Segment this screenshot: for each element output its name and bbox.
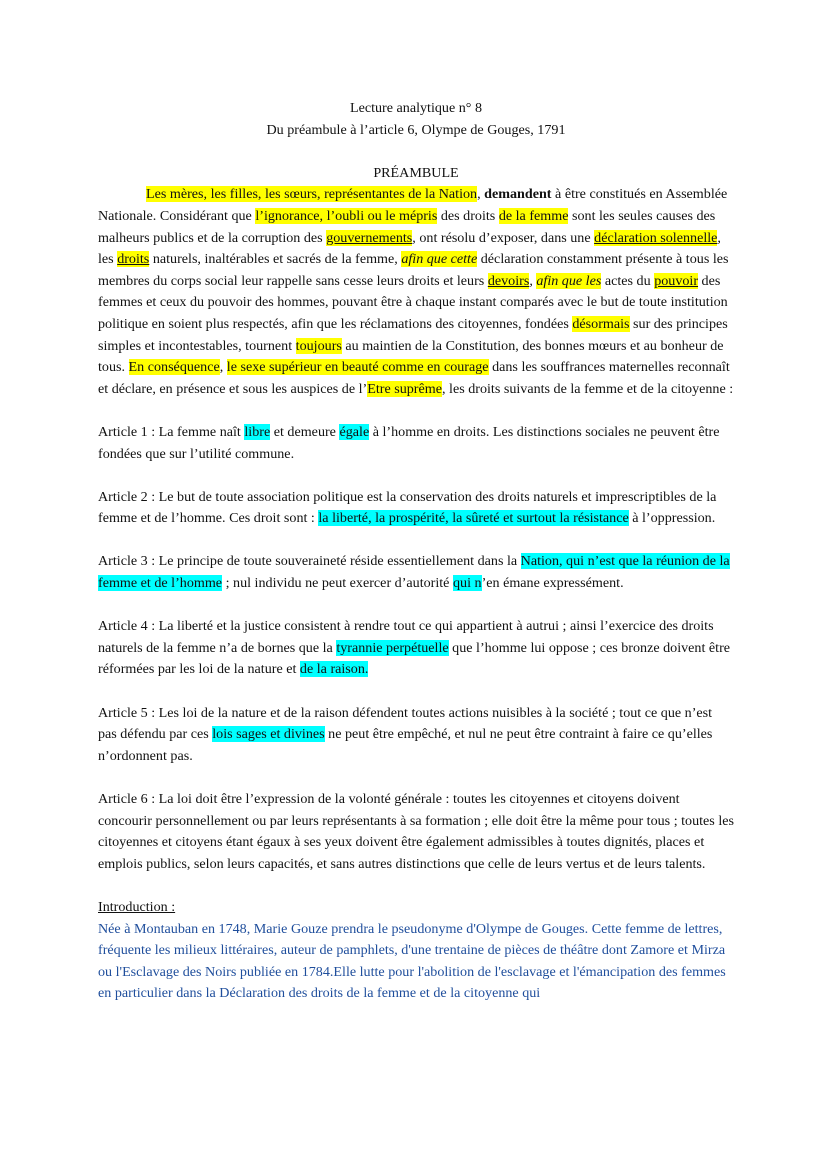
highlighted-text: l’ignorance, l’oubli ou le mépris bbox=[255, 207, 438, 224]
article-1-paragraph bbox=[98, 422, 734, 465]
text-segment: , les bbox=[98, 229, 721, 268]
article-4-paragraph bbox=[98, 616, 734, 681]
highlighted-text: toujours bbox=[295, 337, 342, 354]
text-segment: demandent bbox=[484, 186, 552, 203]
text-segment: déclaration constamment présente à tous les membres du corps social leur rappelle sans cesse leurs droits et leurs bbox=[98, 251, 729, 289]
document-title: Lecture analytique n° 8 bbox=[349, 100, 483, 116]
article-6-paragraph bbox=[98, 789, 734, 875]
highlighted-text: libre bbox=[244, 423, 271, 440]
highlighted-text: égale bbox=[339, 423, 370, 440]
text-segment: ; nul individu ne peut exercer d’autorité bbox=[222, 575, 453, 592]
highlighted-text: la liberté, la prospérité, la sûreté et surtout la résistance bbox=[318, 510, 629, 527]
highlighted-text: de la femme bbox=[498, 207, 569, 224]
highlighted-text: pouvoir bbox=[654, 272, 699, 289]
text-segment: et demeure bbox=[270, 423, 340, 440]
introduction-heading: Introduction : bbox=[98, 898, 176, 915]
highlighted-text: droits bbox=[117, 251, 150, 268]
article-5-paragraph bbox=[98, 703, 734, 768]
highlighted-text: de la raison. bbox=[299, 661, 369, 678]
text-segment: actes du bbox=[601, 272, 655, 289]
highlighted-text: afin que cette bbox=[401, 251, 478, 268]
text-segment: sur des principes simples et incontestables, tournent bbox=[98, 315, 728, 354]
highlighted-text: lois sages et divines bbox=[212, 726, 325, 743]
highlighted-text: En conséquence bbox=[128, 359, 220, 376]
highlighted-text: Nation, qui n’est que la réunion de la femme et de l’homme bbox=[98, 553, 730, 592]
text-segment: Article 5 : Les loi de la nature et de la raison défendent toutes actions nuisibles à la société ; tout ce que n’est pas défendu par ces bbox=[98, 704, 713, 743]
text-segment: , bbox=[477, 186, 485, 203]
text-segment: Article 1 : La femme naît bbox=[98, 423, 245, 440]
preamble-heading: PRÉAMBULE bbox=[373, 164, 459, 181]
highlighted-text: Les mères, les filles, les sœurs, représentantes de la Nation bbox=[146, 186, 478, 203]
highlighted-text: devoirs bbox=[487, 272, 530, 289]
highlighted-text: qui n bbox=[452, 575, 482, 592]
highlighted-text: afin que les bbox=[536, 272, 602, 289]
text-segment: Article 6 : La loi doit être l’expression de la volonté générale : toutes les citoyennes et citoyens doivent concourir personnellement ou par leurs représentants à sa formation ; elle doit être la même pour tous ; toutes les citoyennes et citoyens étant égaux à ses yeux doivent être également admissibles à toutes dignités, places et emplois publics, selon leurs capacités, et sans autres distinctions que celle de leurs vertus et de leurs talents. bbox=[98, 791, 734, 872]
text-segment: Article 4 : La liberté et la justice consistent à rendre tout ce qui appartient à autrui ; ainsi l’exercice des droits naturels de la femme n’a de bornes que la bbox=[98, 618, 714, 656]
highlighted-text: le sexe supérieur en beauté comme en courage bbox=[226, 359, 489, 376]
text-segment: des droits bbox=[437, 207, 499, 224]
document-page bbox=[98, 98, 734, 1005]
text-segment: des femmes et ceux du pouvoir des hommes, pouvant être à chaque instant comparés avec le but de toute institution politique en soient plus respectés, afin que les réclamations des citoyennes, fondées bbox=[98, 272, 728, 332]
text-segment: , bbox=[219, 359, 227, 376]
document-subtitle: Du préambule à l’article 6, Olympe de Gouges, 1791 bbox=[266, 121, 566, 138]
highlighted-text: gouvernements bbox=[326, 229, 413, 246]
text-segment: , ont résolu d’exposer, dans une bbox=[412, 229, 595, 246]
text-segment: à être constitués en Assemblée Nationale. Considérant que bbox=[98, 186, 728, 224]
preamble-paragraph bbox=[98, 184, 734, 400]
text-segment: , les droits suivants de la femme et de la citoyenne : bbox=[441, 380, 734, 397]
text-segment: à l’oppression. bbox=[628, 510, 716, 527]
text-segment: , bbox=[529, 272, 537, 289]
highlighted-text: tyrannie perpétuelle bbox=[336, 639, 449, 656]
text-segment: au maintien de la Constitution, des bonnes mœurs et au bonheur de tous. bbox=[98, 337, 724, 376]
text-segment: à l’homme en droits. Les distinctions sociales ne peuvent être fondées que sur l’utilité commune. bbox=[98, 423, 720, 462]
text-segment: dans les souffrances maternelles reconnaît et déclare, en présence et sous les auspices de l’ bbox=[98, 359, 730, 397]
text-segment: naturels, inaltérables et sacrés de la femme, bbox=[149, 251, 402, 268]
highlighted-text: Etre suprême bbox=[367, 380, 442, 397]
articles-list bbox=[98, 400, 734, 875]
text-segment: que l’homme lui oppose ; ces bronze doivent être réformées par les loi de la nature et bbox=[98, 639, 731, 678]
highlighted-text: déclaration solennelle bbox=[594, 229, 718, 246]
text-segment: ’en émane expressément. bbox=[481, 575, 624, 592]
article-3-paragraph bbox=[98, 551, 734, 594]
text-segment: ne peut être empêché, et nul ne peut être contraint à faire ce qu’elles n’ordonnent pas. bbox=[98, 726, 713, 764]
article-2-paragraph bbox=[98, 487, 734, 530]
text-segment: Article 2 : Le but de toute association politique est la conservation des droits naturels et imprescriptibles de la femme et de l’homme. Ces droit sont : bbox=[98, 488, 717, 527]
introduction-paragraph: Née à Montauban en 1748, Marie Gouze prendra le pseudonyme d'Olympe de Gouges. Cette femme de lettres, fréquente les milieux littéraires, auteur de pamphlets, d'une trentaine de pièces de théâtre dont Zamore et Mirza ou l'Esclavage des Noirs publiée en 1784.Elle lutte pour l'abolition de l'esclavage et l'émancipation des femmes en particulier dans la Déclaration des droits de la femme et de la citoyenne qui bbox=[98, 920, 726, 1002]
highlighted-text: désormais bbox=[572, 315, 630, 332]
text-segment: Article 3 : Le principe de toute souveraineté réside essentiellement dans la bbox=[98, 553, 521, 570]
text-segment: sont les seules causes des malheurs publics et de la corruption des bbox=[98, 207, 716, 246]
